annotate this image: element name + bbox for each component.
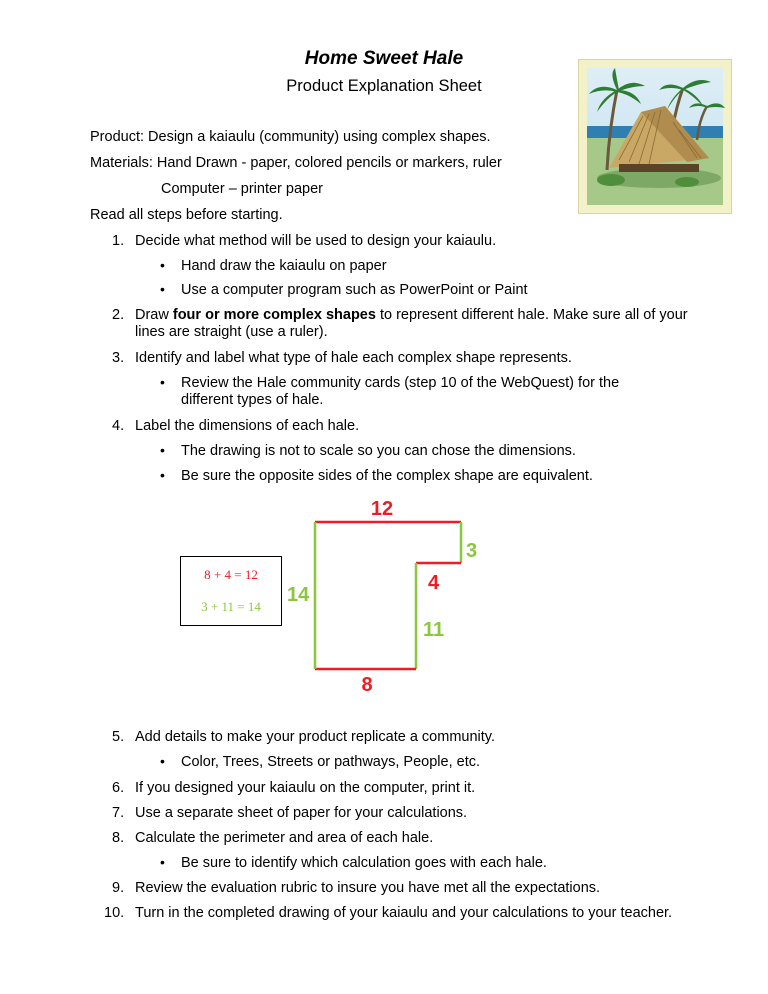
bullet-text: Be sure the opposite sides of the complex shape are equivalent. xyxy=(181,468,593,484)
bullet-text: The drawing is not to scale so you can chose the dimensions. xyxy=(181,443,576,459)
bullet-dot: • xyxy=(160,753,165,769)
bullet-text: Review the Hale community cards (step 10 of the WebQuest) for the different types of hale. xyxy=(181,375,620,408)
step-number: 9. xyxy=(112,880,125,896)
equation-red: 8 + 4 = 12 xyxy=(204,567,258,582)
dimension-label-top: 12 xyxy=(370,498,394,520)
bullet-dot: • xyxy=(160,257,165,273)
bullet-text: Use a computer program such as PowerPoint or Paint xyxy=(181,282,528,298)
read-steps-line: Read all steps before starting. xyxy=(90,207,283,223)
equation-green: 3 + 11 = 14 xyxy=(201,599,261,614)
step-text: Turn in the completed drawing of your kaiaulu and your calculations to your teacher. xyxy=(135,905,673,921)
step-number: 4. xyxy=(112,418,125,434)
bullet-text: Be sure to identify which calculation goes with each hale. xyxy=(181,855,547,871)
step-text: Label the dimensions of each hale. xyxy=(135,418,360,434)
page-title: Home Sweet Hale xyxy=(304,48,464,69)
step-text-part: Draw xyxy=(135,307,173,323)
page-subtitle: Product Explanation Sheet xyxy=(286,77,482,95)
materials-line: Materials: Hand Drawn - paper, colored pencils or markers, ruler xyxy=(90,155,502,171)
step-text: Calculate the perimeter and area of each hale. xyxy=(135,830,434,846)
step-text: Review the evaluation rubric to insure you have met all the expectations. xyxy=(135,880,601,896)
bullet-dot: • xyxy=(160,442,165,458)
step-text: Decide what method will be used to design your kaiaulu. xyxy=(135,233,497,249)
step-text-bold: four or more complex shapes xyxy=(172,307,376,323)
step-number: 7. xyxy=(112,805,125,821)
bullet-text: Hand draw the kaiaulu on paper xyxy=(181,258,387,274)
bullet-text: Color, Trees, Streets or pathways, People, etc. xyxy=(181,754,481,770)
dimension-label-step: 4 xyxy=(428,572,440,594)
dimension-label-right-low: 11 xyxy=(423,619,445,641)
step-text: Add details to make your product replicate a community. xyxy=(135,729,495,745)
dimension-label-right-top: 3 xyxy=(466,540,478,562)
step-text: Use a separate sheet of paper for your calculations. xyxy=(135,805,468,821)
step-text: Identify and label what type of hale each complex shape represents. xyxy=(135,350,572,366)
step-number: 3. xyxy=(112,350,125,366)
materials-computer-line: Computer – printer paper xyxy=(161,181,323,197)
step-number: 8. xyxy=(112,830,125,846)
bullet-dot: • xyxy=(160,281,165,297)
dimension-label-left: 14 xyxy=(287,584,310,606)
step-number: 2. xyxy=(112,307,125,323)
step-text-part: to represent different hale. Make sure all of your lines are straight (use a ruler). xyxy=(135,307,688,340)
step-number: 6. xyxy=(112,780,125,796)
step-number: 1. xyxy=(112,233,125,249)
bullet-dot: • xyxy=(160,467,165,483)
step-number: 5. xyxy=(112,729,125,745)
dimension-label-bottom: 8 xyxy=(361,674,373,696)
step-number: 10. xyxy=(104,905,125,921)
bullet-dot: • xyxy=(160,854,165,870)
step-text: If you designed your kaiaulu on the computer, print it. xyxy=(135,780,476,796)
product-line: Product: Design a kaiaulu (community) using complex shapes. xyxy=(90,129,491,145)
bullet-dot: • xyxy=(160,374,165,390)
